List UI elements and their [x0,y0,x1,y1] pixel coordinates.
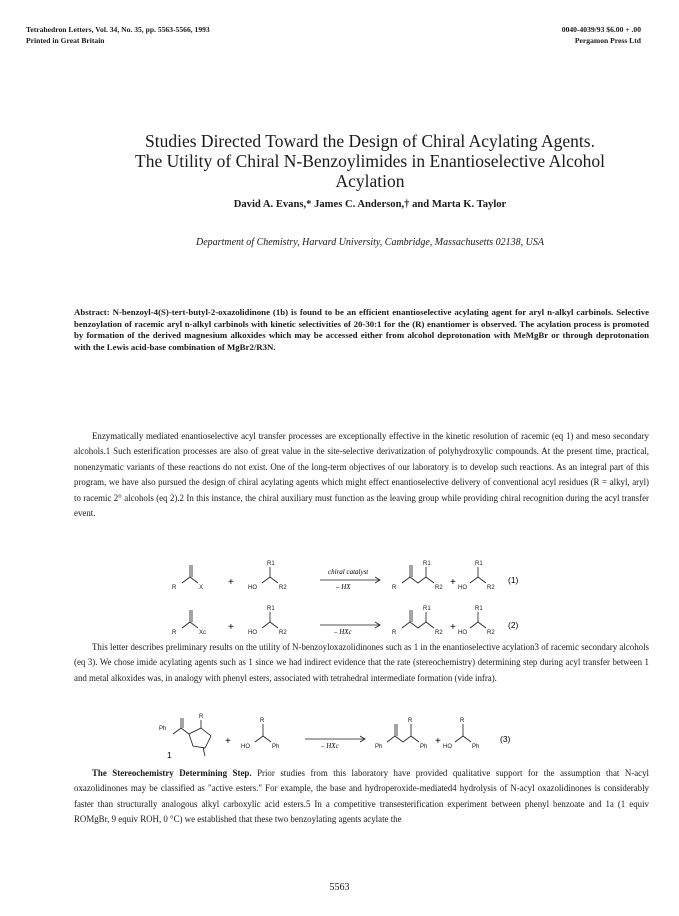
abstract-label: Abstract: [74,307,110,317]
remaining-ho-label: HO [443,744,452,750]
paragraph-stereochemistry [74,766,649,828]
equation-number-3: (3) [500,734,511,744]
phenyl-label: Ph [159,726,167,732]
equation-number-1: (1) [508,575,519,585]
product-r1-label: R1 [423,606,431,612]
plus-sign: + [435,736,441,747]
arrow-condition-bottom: – HX [336,583,351,591]
title-line-3: Acylation [335,171,405,191]
product-r1-label: R1 [423,561,431,567]
alcohol-r-label: R [260,718,265,724]
paragraph-text: Enzymatically mediated enantioselective acyl transfer processes are exceptionally effective in the kinetic resolution of racemic (eq 1) and meso secondary alcohols.1 Such esterification processes are also of great value in the site-selective derivatization of polyhydroxylic compounds. At the present time, practical, nonenzymatic variants of these reactions do not exist. One of the long-term objectives of our laboratory is to develop such reactions. As an integral part of this program, we have also pursued the design of chiral acylating agents which might effect enantioselective delivery of conventional acyl residues (R = alkyl, aryl) to racemic 2° alcohols (eq 2).2 In this instance, the chiral auxiliary must function as the leaving group while providing chiral recognition during the acyl transfer event. [74,431,649,519]
remaining-r-label: R [460,718,465,724]
journal-citation [26,25,210,46]
remaining-r2-label: R2 [487,585,495,591]
affiliation: Department of Chemistry, Harvard University, Cambridge, Massachusetts 02138, USA [196,237,544,248]
equation-1-scheme [170,555,640,595]
remaining-ho-label: HO [458,585,467,591]
paper-title [60,131,679,191]
tbu-r-label: R [199,714,204,720]
issn-block [562,25,641,46]
product-ph-label: Ph [375,744,383,750]
alcohol-ho-label: HO [248,630,257,636]
alcohol-r1-label: R1 [267,561,275,567]
reagent-r-label: R [172,630,177,636]
paragraph-intro [74,429,649,521]
page-number: 5563 [329,882,350,893]
reagent-r-label: R [172,585,177,591]
printed-in-line: Printed in Great Britain [26,35,105,45]
remaining-r2-label: R2 [487,630,495,636]
alcohol-ho-label: HO [248,585,257,591]
remaining-r1-label: R1 [475,561,483,567]
plus-sign: + [450,577,456,588]
alcohol-r1-label: R1 [267,606,275,612]
plus-sign: + [228,622,234,633]
abstract [74,307,649,353]
plus-sign: + [450,622,456,633]
paragraph-body: Prior studies from this laboratory have provided qualitative support for the assumption that N-acyl oxazolidinones may be classified as "active esters." For example, the base and hydroperoxide-mediated4 hydrolysis of N-acyl oxazolidinones is considerably faster than structurally analogous alkyl carboxylic acid esters.5 In a competitive transesterification experiment between phenyl benzoate and 1a (1 equiv ROMgBr, 9 equiv ROH, 0 °C) we established that these two benzoylating agents acylate the [74,768,649,825]
paragraph-text [74,766,649,828]
equation-3-scheme [155,708,625,763]
alcohol-r2-label: R2 [279,585,287,591]
arrow-condition-top: chiral catalyst [328,568,369,576]
plus-sign: + [225,736,231,747]
alcohol-r2-label: R2 [279,630,287,636]
arrow-condition-bottom: – HXc [321,742,339,750]
product-r-label: R [408,718,413,724]
paragraph-text: This letter describes preliminary results on the utility of N-benzoyloxazolidinones such as 1 in the enantioselective acylation3 of racemic secondary alcohols (eq 3). We chose imide acylating agents such as 1 since we had indirect evidence that the rate (stereochemistry) determining step during acyl transfer between 1 and metal alkoxides was, in analogy with phenyl esters, associated with tetrahedral intermediate formation (vide infra). [74,642,649,683]
remaining-ph-label: Ph [472,744,480,750]
citation-line: Tetrahedron Letters, Vol. 34, No. 35, pp. 5563-5566, 1993 [26,25,210,34]
author-list: David A. Evans,* James C. Anderson,† and Marta K. Taylor [233,199,507,210]
issn-price: 0040-4039/93 $6.00 + .00 [561,25,641,34]
section-heading: The Stereochemistry Determining Step. [92,768,252,778]
product-r-label: R [392,585,397,591]
product-r2-label: R2 [435,630,443,636]
alcohol-ph-label: Ph [272,744,280,750]
reagent-x-label: X [199,585,204,591]
title-line-2: The Utility of Chiral N-Benzoylimides in Enantioselective Alcohol [135,151,605,171]
arrow-condition-bottom: – HXc [334,628,352,636]
alcohol-ho-label: HO [241,744,250,750]
publisher: Pergamon Press Ltd [574,35,641,45]
reagent-xc-label: Xc [199,630,207,636]
paragraph-letter-scope [74,640,649,686]
equation-2-scheme [170,600,640,640]
abstract-text: N-benzoyl-4(S)-tert-butyl-2-oxazolidinone (1b) is found to be an efficient enantioselective acylating agent for aryl n-alkyl carbinols. Selective benzoylation of racemic aryl n-alkyl carbinols with kinetic selectivities of 20-30:1 for the (R) enantiomer is observed. The acylation process is promoted by formation of the derived magnesium alkoxides which may be accessed either from alcohol deprotonation with MeMgBr or through deprotonation with the Lewis acid-base combination of MgBr2/R3N. [74,307,649,352]
title-line-1: Studies Directed Toward the Design of Chiral Acylating Agents. [145,131,595,151]
compound-1-label: 1 [167,750,172,760]
product-r2-label: R2 [435,585,443,591]
product-r-label: R [392,630,397,636]
plus-sign: + [228,577,234,588]
remaining-ho-label: HO [458,630,467,636]
remaining-r1-label: R1 [475,606,483,612]
equation-number-2: (2) [508,620,519,630]
product-ph-right-label: Ph [420,744,428,750]
